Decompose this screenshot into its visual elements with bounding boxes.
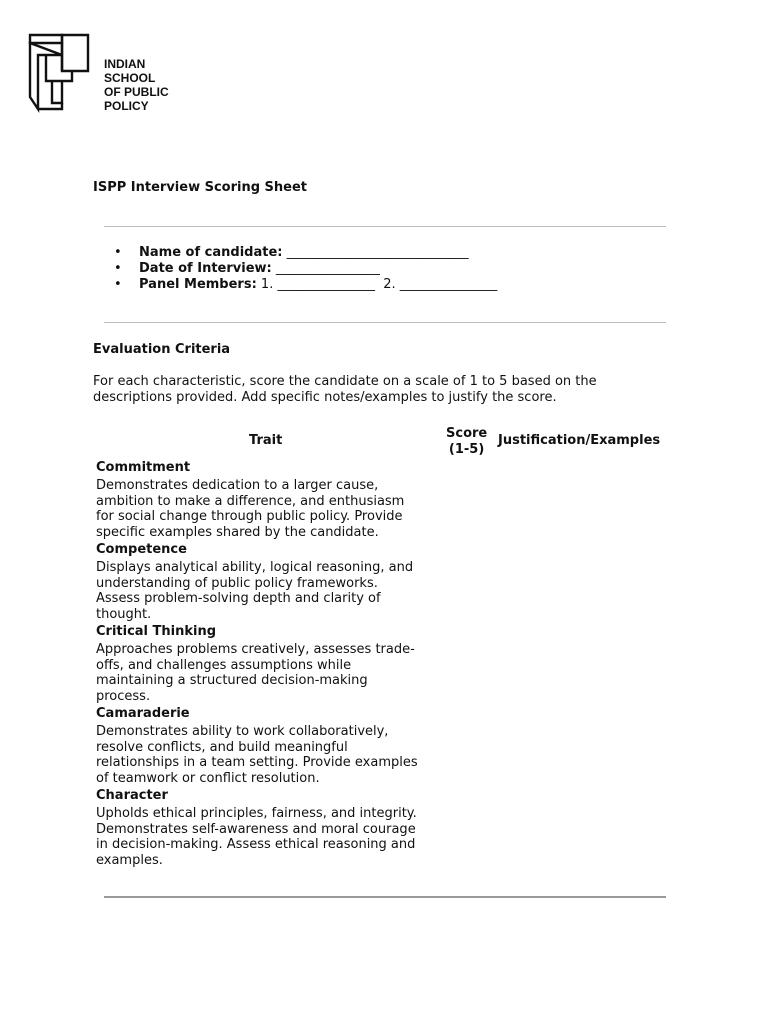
- divider-middle: [104, 322, 666, 323]
- description-line: Assess problem-solving depth and clarity of: [96, 591, 381, 606]
- description-line: Approaches problems creatively, assesses trade-: [96, 642, 415, 657]
- description-line: specific examples shared by the candidate.: [96, 524, 379, 540]
- panel-member-1-blank: 1. _______________: [260, 277, 375, 292]
- score-header-line: Score: [446, 426, 488, 441]
- field-label: Panel Members:: [139, 277, 257, 292]
- trait-description: [96, 806, 441, 868]
- field-candidate-name: [114, 245, 497, 261]
- column-header-score: [446, 426, 487, 458]
- panel-member-2-blank: 2. _______________: [383, 277, 498, 292]
- trait-name: Character: [96, 788, 168, 803]
- divider-top: [104, 226, 666, 227]
- bullet-icon: •: [114, 261, 122, 276]
- description-line: Demonstrates ability to work collaboratively,: [96, 724, 389, 739]
- evaluation-instructions: [93, 374, 653, 406]
- logo-line: INDIAN: [104, 57, 146, 71]
- instructions-line: descriptions provided. Add specific notes/examples to justify the score.: [93, 390, 557, 405]
- logo-line: OF PUBLIC: [104, 85, 169, 99]
- document-title: ISPP Interview Scoring Sheet: [93, 180, 308, 195]
- logo-line: POLICY: [104, 99, 149, 113]
- instructions-line: For each characteristic, score the candidate on a scale of 1 to 5 based on the: [93, 374, 597, 389]
- field-interview-date: [114, 261, 497, 277]
- description-line: Demonstrates dedication to a larger cause,: [96, 478, 379, 493]
- interview-date-blank: ________________: [275, 261, 380, 276]
- trait-name: Critical Thinking: [96, 624, 217, 639]
- trait-row-character: [96, 787, 441, 868]
- description-line: in decision-making. Assess ethical reasoning and: [96, 837, 416, 852]
- trait-row-competence: [96, 541, 441, 622]
- ispp-logo: [28, 33, 178, 113]
- description-line: for social change through public policy. Provide: [96, 509, 403, 524]
- description-line: offs, and challenges assumptions while: [96, 657, 352, 673]
- score-header-line: (1-5): [448, 442, 485, 457]
- description-line: understanding of public policy frameworks.: [96, 575, 378, 591]
- column-header-trait: Trait: [249, 433, 283, 448]
- logo-line: SCHOOL: [104, 71, 156, 85]
- description-line: ambition to make a difference, and enthusiasm: [96, 493, 405, 509]
- field-panel-members: [114, 277, 497, 293]
- field-label: Date of Interview:: [139, 261, 272, 276]
- candidate-fields: [114, 245, 497, 293]
- description-line: process.: [96, 688, 151, 704]
- field-label: Name of candidate:: [139, 245, 283, 260]
- candidate-name-blank: ____________________________: [286, 245, 469, 260]
- column-header-justification: Justification/Examples: [498, 433, 661, 448]
- logo-wordmark: [104, 57, 169, 113]
- trait-name: Competence: [96, 542, 187, 557]
- trait-row-camaraderie: [96, 705, 441, 786]
- trait-row-critical-thinking: [96, 623, 441, 704]
- description-line: of teamwork or conflict resolution.: [96, 770, 320, 786]
- description-line: Demonstrates self-awareness and moral courage: [96, 821, 416, 837]
- trait-name: Camaraderie: [96, 706, 190, 721]
- trait-description: [96, 560, 441, 622]
- description-line: relationships in a team setting. Provide examples: [96, 755, 418, 770]
- ispp-logo-mark-icon: [28, 33, 92, 113]
- trait-name: Commitment: [96, 460, 191, 475]
- bullet-icon: •: [114, 245, 122, 260]
- description-line: resolve conflicts, and build meaningful: [96, 739, 348, 755]
- description-line: examples.: [96, 852, 163, 868]
- description-line: thought.: [96, 606, 152, 622]
- divider-bottom: [104, 896, 666, 898]
- evaluation-criteria-heading: Evaluation Criteria: [93, 342, 231, 357]
- trait-row-commitment: [96, 459, 441, 540]
- trait-description: [96, 724, 441, 786]
- description-line: Upholds ethical principles, fairness, and integrity.: [96, 806, 417, 821]
- traits-table: [96, 459, 441, 869]
- bullet-icon: •: [114, 277, 122, 292]
- trait-description: [96, 478, 441, 540]
- description-line: Displays analytical ability, logical reasoning, and: [96, 560, 414, 575]
- trait-description: [96, 642, 441, 704]
- description-line: maintaining a structured decision-making: [96, 673, 368, 688]
